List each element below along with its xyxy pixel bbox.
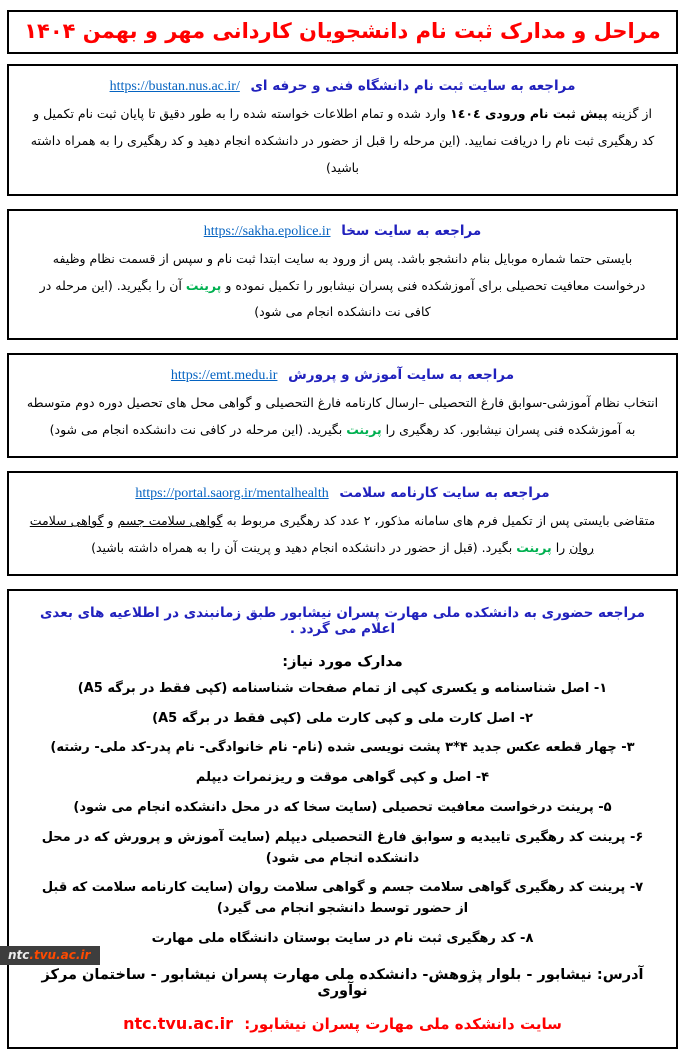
step-header-text: مراجعه به سایت کارنامه سلامت [339,485,550,501]
sakha-link[interactable]: https://sakha.epolice.ir [203,223,331,239]
body-text-green: پرینت [516,539,552,555]
page-title: مراحل و مدارک ثبت نام دانشجویان کاردانی مهر و بهمن ۱۴۰۴ [24,19,661,43]
body-text: را [551,539,570,555]
step-box-salamat [7,471,678,576]
step-body-medu [25,390,660,444]
step-body-sakha [25,246,660,327]
body-text: آن را بگیرید. (این مرحله در کافی نت دانشکده انجام می شود) [39,277,431,320]
salamat-link[interactable]: https://portal.saorg.ir/mentalhealth [135,486,329,501]
list-item: ۴- اصل و کپی گواهی موقت و ریزنمرات دیپلم [195,770,490,786]
list-item: ۸- کد رهگیری ثبت نام در سایت بوستان دانشگاه ملی مهارت [151,930,534,946]
list-item: ۷- پرینت کد رهگیری گواهی سلامت جسم و گواهی سلامت روان (سایت کارنامه سلامت که قبل از حضور توسط دانشجو انجام می گیرد) [41,880,644,917]
body-text: انتخاب نظام آموزشی-سوابق فارغ التحصیلی –ارسال کارنامه فارغ التحصیلی و گواهی محل های تحصیل دوره دوم متوسطه به آموزشکده فنی پسران نیشابور. کد رهگیری را [26,395,659,438]
watermark-prefix: ntc [8,948,30,962]
checklist-header: مراجعه حضوری به دانشکده ملی مهارت پسران نیشابور طبق زمانبندی در اطلاعیه های بعدی اعلام می گردد . [40,604,645,637]
body-text-green: پرینت [185,277,222,293]
step-header-medu [23,367,662,384]
list-item: ۶- پرینت کد رهگیری تاییدیه و سوابق فارغ التحصیلی دیپلم (سایت آموزش و پرورش که در محل دانشکده انجام می شود) [41,829,644,866]
site-url: ntc.tvu.ac.ir [123,1013,234,1033]
body-text: وارد شده و تمام اطلاعات خواسته شده را به طور دقیق تا پایان ثبت نام تکمیل و کد رهگیری ثبت نام را دریافت نمایید. (این مرحله را قبل از حضور در دانشکده انجام دهید و کد رهگیری را به همراه داشته باشید) [30,106,655,175]
body-text: بگیرید. (این مرحله در کافی نت دانشکده انجام می شود) [49,422,347,438]
required-docs-list [21,679,664,950]
step-header-salamat [23,485,662,502]
title-box [7,10,678,54]
registration-notice-page [7,0,678,1033]
list-item: ۲- اصل کارت ملی و کپی کارت ملی (کپی فقط در برگه A5) [152,710,533,726]
watermark-suffix: .tvu.ac.ir [29,948,91,962]
body-text-underline: گواهی سلامت روان [29,513,594,555]
body-text-green: پرینت [346,422,382,438]
list-item: ۳- چهار قطعه عکس جدید ۴*۳ پشت نویسی شده (نام- نام خانوادگی- نام پدر-کد ملی- رشته) [50,740,635,756]
body-text: بایستی حتما شماره موبایل بنام دانشجو باشد. پس از ورود به سایت ابتدا ثبت نام و سپس از قسمت نظام وظیفه درخواست معافیت تحصیلی برای آموزشکده فنی پسران نیشابور را تکمیل نموده و [52,250,646,293]
body-text: از گزینه [607,106,652,121]
step-body-salamat [25,508,660,562]
step-header-text: مراجعه به سایت ثبت نام دانشگاه فنی و حرفه ای [250,78,576,94]
body-text-bold: پیش ثبت نام ورودی ١٤٠٤ [450,106,608,121]
list-item: ۵- پرینت درخواست معافیت تحصیلی (سایت سخا که در محل دانشکده انجام می شود) [73,799,612,815]
watermark-badge [0,946,100,965]
medu-link[interactable]: https://emt.medu.ir [170,368,278,384]
body-text: و [103,513,118,528]
step-box-medu [7,353,678,458]
address-line: آدرس: نیشابور - بلوار پژوهش- دانشکده ملی مهارت پسران نیشابور - ساختمان مرکز نوآوری [41,966,644,999]
body-text: بگیرد. (قبل از حضور در دانشکده انجام دهید و پرینت آن را به همراه داشته باشید) [91,539,517,555]
site-label: سایت دانشکده ملی مهارت پسران نیشابور: [244,1014,562,1033]
step-body-bustan [25,101,660,182]
site-line [21,1014,664,1033]
body-text: متقاضی بایستی پس از تکمیل فرم های سامانه مذکور، ٢ عدد کد رهگیری مربوط به [222,513,656,528]
step-header-sakha [23,223,662,240]
required-docs-subheader: مدارک مورد نیاز: [282,653,403,670]
bustan-link[interactable]: https://bustan.nus.ac.ir/ [109,79,240,94]
body-text-underline: گواهی سلامت جسم [117,513,223,528]
step-header-text: مراجعه به سایت سخا [341,222,482,239]
step-box-sakha [7,209,678,341]
step-header-bustan [23,78,662,95]
list-item: ۱- اصل شناسنامه و یکسری کپی از تمام صفحات شناسنامه (کپی فقط در برگه A5) [77,680,608,696]
step-box-bustan [7,64,678,196]
checklist-box [7,589,678,1049]
step-header-text: مراجعه به سایت آموزش و پرورش [288,367,515,384]
